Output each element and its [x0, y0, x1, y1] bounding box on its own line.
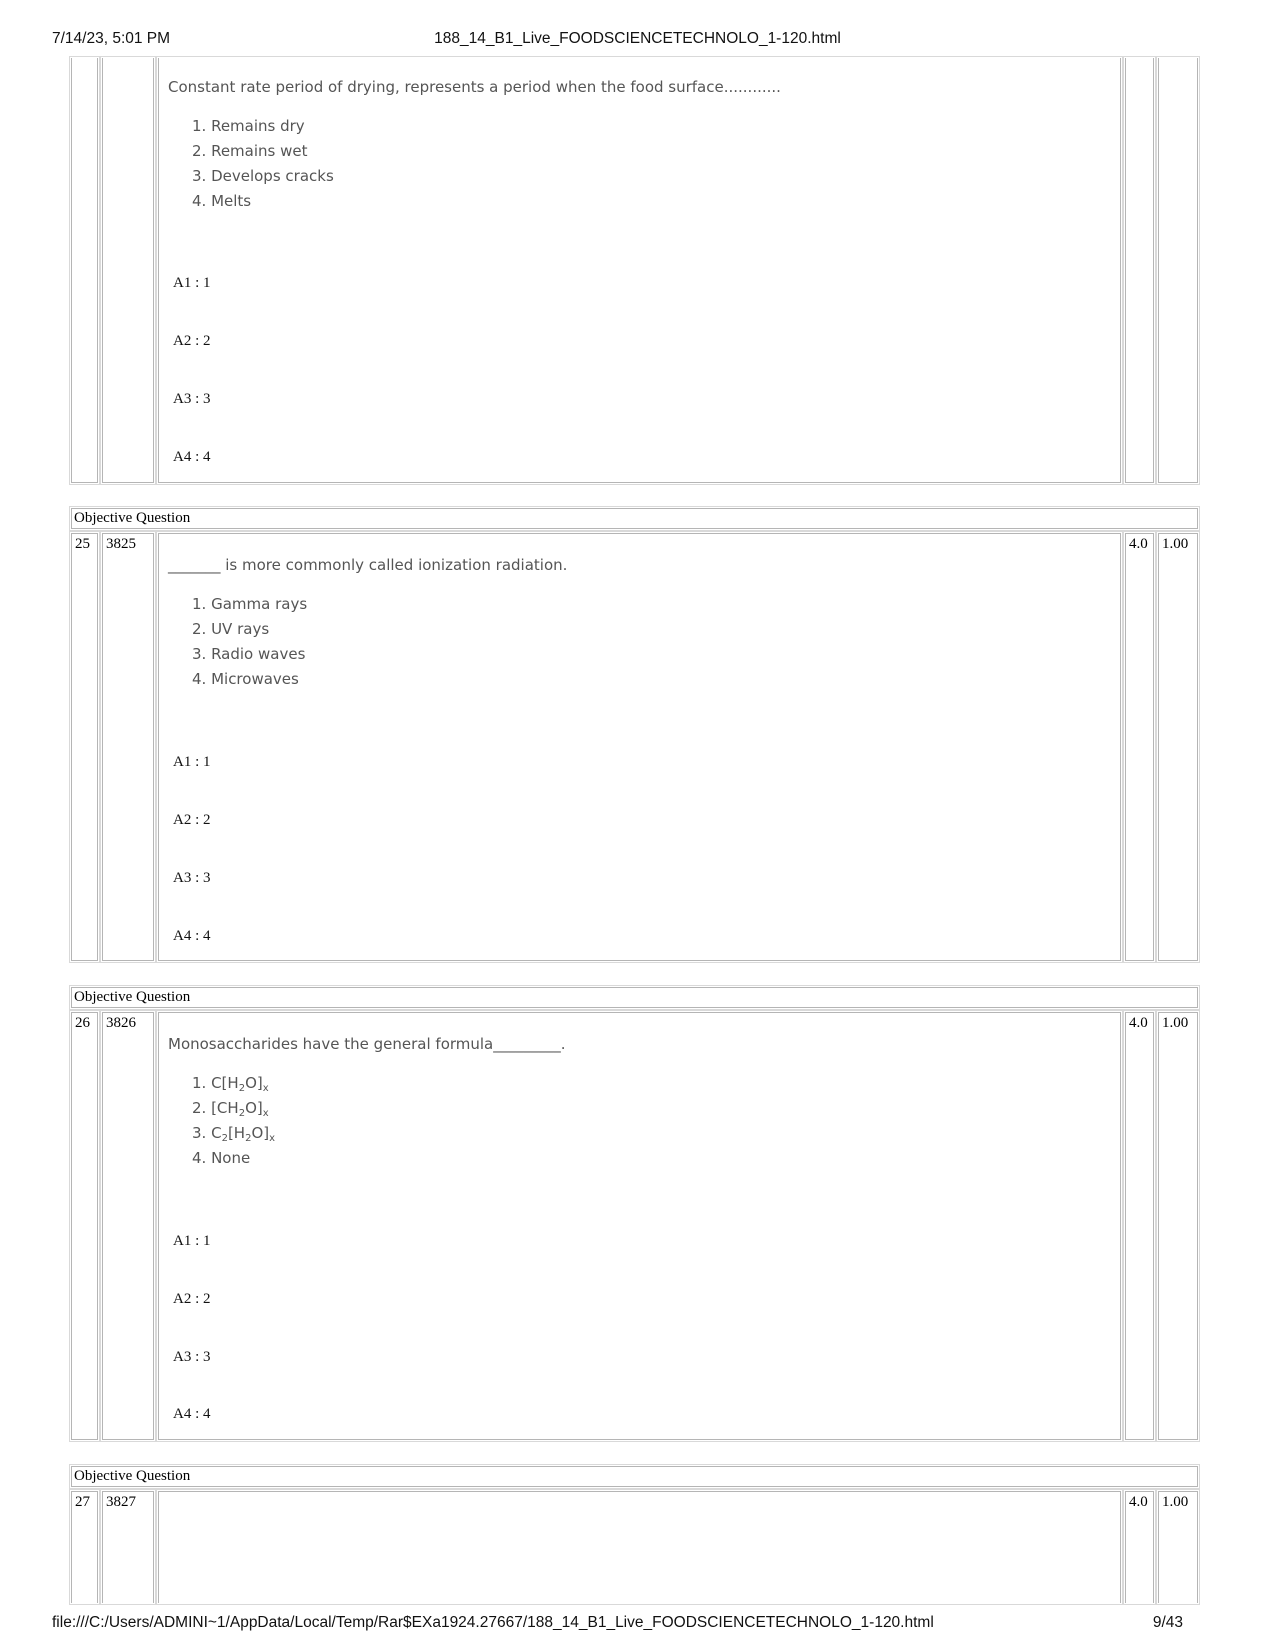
answer-key: A3 : 3 — [173, 391, 211, 407]
marks-cell: 4.0 — [1125, 1012, 1154, 1440]
question-type-label: Objective Question — [71, 1466, 1198, 1487]
question-cell — [158, 1012, 1121, 1440]
sno-cell: 25 — [71, 533, 98, 961]
marks-cell — [1125, 58, 1154, 483]
question-text: _______ is more commonly called ionization radiation. — [168, 556, 568, 574]
answer-key: A1 : 1 — [173, 754, 211, 770]
answer-key: A4 : 4 — [173, 928, 211, 944]
print-page-number: 9/43 — [1152, 1614, 1183, 1631]
print-file-path: file:///C:/Users/ADMINI~1/AppData/Local/Temp/Rar$EXa1924.27667/188_14_B1_Live_FOODSCIENCETECHNOLO_1-120.html — [52, 1614, 934, 1631]
qid-cell: 3826 — [102, 1012, 154, 1440]
negative-cell: 1.00 — [1158, 1491, 1198, 1603]
print-doc-title: 188_14_B1_Live_FOODSCIENCETECHNOLO_1-120.html — [434, 30, 841, 47]
option-item: 2. Remains wet — [192, 142, 308, 160]
sno-cell: 26 — [71, 1012, 98, 1440]
option-item: 3. Radio waves — [192, 645, 306, 663]
answer-key: A4 : 4 — [173, 1406, 211, 1422]
marks-cell: 4.0 — [1125, 1491, 1154, 1603]
question-text: Monosaccharides have the general formula_________. — [168, 1035, 566, 1053]
sno-cell: 27 — [71, 1491, 98, 1603]
option-item: 3. $C_2[H_2O]_x$ — [192, 1124, 276, 1144]
marks-cell: 4.0 — [1125, 533, 1154, 961]
option-list — [168, 592, 307, 692]
negative-cell: 1.00 — [1158, 1012, 1198, 1440]
answer-key: A4 : 4 — [173, 449, 211, 465]
option-item: 3. Develops cracks — [192, 167, 334, 185]
option-item: 2. $[CH_2O]_x$ — [192, 1099, 269, 1119]
sno-cell — [71, 58, 98, 483]
question-type-label: Objective Question — [71, 987, 1198, 1008]
print-footer — [52, 1614, 1223, 1636]
qid-cell: 3827 — [102, 1491, 154, 1603]
option-item: 2. UV rays — [192, 620, 270, 638]
question-type-label: Objective Question — [71, 508, 1198, 529]
print-header — [52, 30, 1223, 52]
option-item: 1. $C[H_2O]_x$ — [192, 1074, 269, 1094]
print-datetime: 7/14/23, 5:01 PM — [52, 30, 171, 47]
qid-cell — [102, 58, 154, 483]
option-item: 1. Gamma rays — [192, 595, 308, 613]
qid-cell: 3825 — [102, 533, 154, 961]
option-item: 1. Remains dry — [192, 117, 305, 135]
option-item: 4. None — [192, 1149, 251, 1167]
negative-cell: 1.00 — [1158, 533, 1198, 961]
option-item: 4. Melts — [192, 192, 252, 210]
answer-key: A3 : 3 — [173, 870, 211, 886]
answer-key: A2 : 2 — [173, 1291, 211, 1307]
answer-key: A2 : 2 — [173, 812, 211, 828]
option-list — [168, 114, 334, 214]
answer-key: A3 : 3 — [173, 1349, 211, 1365]
answer-key: A1 : 1 — [173, 1233, 211, 1249]
question-cell — [158, 1491, 1121, 1603]
question-text: Constant rate period of drying, represents a period when the food surface............ — [168, 78, 781, 96]
answer-key: A2 : 2 — [173, 333, 211, 349]
option-list — [168, 1071, 275, 1171]
option-item: 4. Microwaves — [192, 670, 299, 688]
answer-key: A1 : 1 — [173, 275, 211, 291]
negative-cell — [1158, 58, 1198, 483]
